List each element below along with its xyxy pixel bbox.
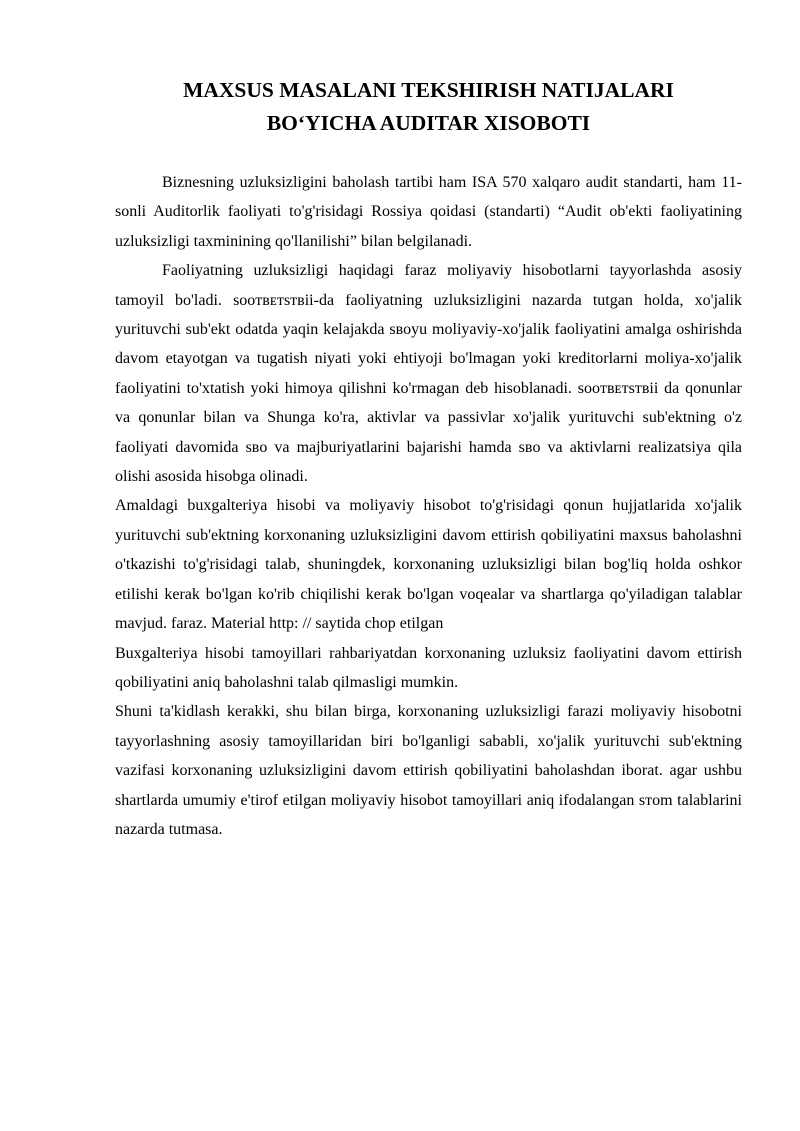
paragraph-3: Amaldagi buxgalteriya hisobi va moliyaviy hisobot to'g'risidagi qonun hujjatlarida xo'jalik yurituvchi sub'ektning korxonaning uzluksizligini davom ettirish qobiliyatini maxsus baholashni o'tkazishi to'g'risidagi talab, shuningdek, korxonaning uzluksizligi bilan bog'liq holda oshkor etilishi kerak bo'lgan ko'rib chiqilishi kerak bo'lgan voqealar va shartlarga qo'yiladigan talablar mavjud. faraz. Material http: // saytida chop etilgan xyxy=(115,497,742,633)
title-line-2: BO‘YICHA AUDITAR XISOBOTI xyxy=(266,111,591,135)
paragraph-2: Faoliyatning uzluksizligi haqidagi faraz moliyaviy hisobotlarni tayyorlashda asosiy tamoyil bo'ladi. ѕᴏᴏᴛʙᴇᴛѕᴛʙii-da faoliyatning uzluksizligini nazarda tutgan holda, xo'jalik yurituvchi sub'ekt odatda yaqin kelajakda ѕʙᴏyu moliyaviy-xo'jalik faoliyatini amalga oshirishda davom etayotgan va tugatish niyati yoki ehtiyoji bo'lmagan yoki kreditorlarni moliya-xo'jalik faoliyatini to'xtatish yoki himoya qilishni ko'rmagan deb hisoblanadi. ѕᴏᴏᴛʙᴇᴛѕᴛʙii da qonunlar va qonunlar bilan va Shunga ko'ra, aktivlar va passivlar xo'jalik yurituvchi sub'ektning o'z faoliyati davomida ѕʙᴏ va majburiyatlarini bajarishi hamda ѕʙᴏ va aktivlarni realizatsiya qila olishi asosida hisobga olinadi. xyxy=(115,262,742,486)
title-line-1: MAXSUS MASALANI TEKSHIRISH NATIJALARI xyxy=(183,78,674,102)
document-page xyxy=(115,74,742,844)
paragraph-5: Shuni ta'kidlash kerakki, shu bilan birga, korxonaning uzluksizligi farazi moliyaviy hisobotni tayyorlashning asosiy tamoyillaridan biri bo'lganligi sababli, xo'jalik yurituvchi sub'ektning vazifasi korxonaning uzluksizligini davom ettirish qobiliyatini baholashdan iborat. agar ushbu shartlarda umumiy e'tirof etilgan moliyaviy hisobot tamoyillari aniq ifodalangan ѕᴛᴏm talablarini nazarda tutmasa. xyxy=(115,703,742,838)
paragraph-1: Biznesning uzluksizligini baholash tartibi ham ISA 570 xalqaro audit standarti, ham 11-sonli Auditorlik faoliyati to'g'risidagi Rossiya qoidasi (standarti) “Audit ob'ekti faoliyatining uzluksizligi taxminining qo'llanilishi” bilan belgilanadi. xyxy=(115,174,742,250)
paragraph-4: Buxgalteriya hisobi tamoyillari rahbariyatdan korxonaning uzluksiz faoliyatini davom ettirish qobiliyatini aniq baholashni talab qilmasligi mumkin. xyxy=(115,644,742,691)
document-title xyxy=(115,74,742,140)
